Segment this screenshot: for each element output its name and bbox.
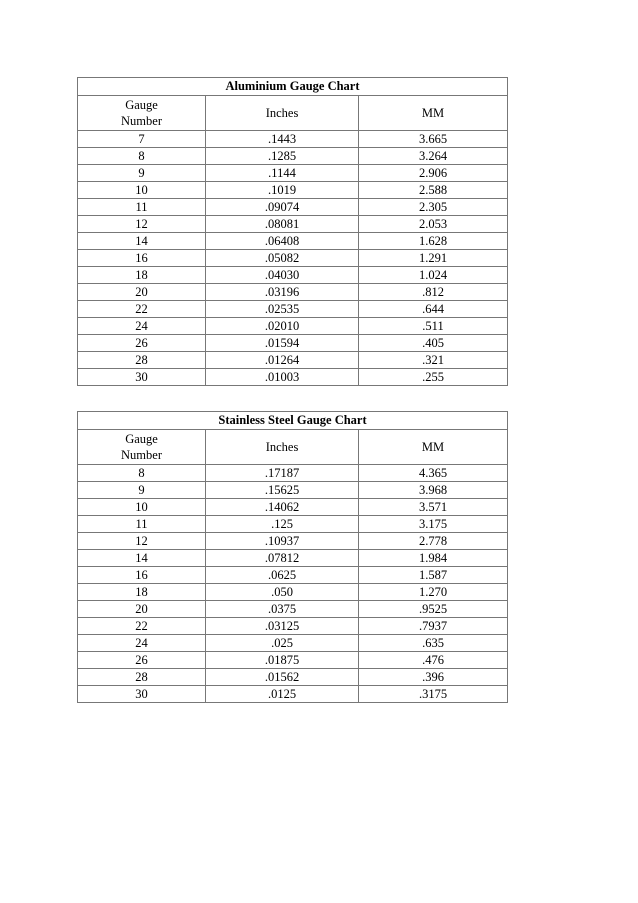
table-row xyxy=(78,584,508,601)
inches-cell: .08081 xyxy=(206,216,359,233)
mm-cell: 3.175 xyxy=(359,516,508,533)
table-row xyxy=(78,352,508,369)
column-header-mm: MM xyxy=(359,430,508,465)
gauge-cell: 20 xyxy=(78,284,206,301)
mm-cell: 2.053 xyxy=(359,216,508,233)
table-row xyxy=(78,369,508,386)
mm-cell: .635 xyxy=(359,635,508,652)
inches-cell: .025 xyxy=(206,635,359,652)
column-header-inches: Inches xyxy=(206,96,359,131)
inches-cell: .01264 xyxy=(206,352,359,369)
column-header-mm: MM xyxy=(359,96,508,131)
gauge-cell: 14 xyxy=(78,550,206,567)
gauge-cell: 26 xyxy=(78,335,206,352)
inches-cell: .03196 xyxy=(206,284,359,301)
gauge-cell: 26 xyxy=(78,652,206,669)
inches-cell: .1019 xyxy=(206,182,359,199)
table-row xyxy=(78,652,508,669)
table-row xyxy=(78,233,508,250)
inches-cell: .02010 xyxy=(206,318,359,335)
gauge-cell: 16 xyxy=(78,250,206,267)
gauge-cell: 12 xyxy=(78,533,206,550)
table-row xyxy=(78,335,508,352)
table-title-row xyxy=(78,78,508,96)
table-row xyxy=(78,182,508,199)
gauge-cell: 30 xyxy=(78,686,206,703)
mm-cell: 1.587 xyxy=(359,567,508,584)
inches-cell: .0375 xyxy=(206,601,359,618)
mm-cell: 2.305 xyxy=(359,199,508,216)
table-header-row xyxy=(78,96,508,131)
mm-cell: .812 xyxy=(359,284,508,301)
gauge-cell: 10 xyxy=(78,499,206,516)
mm-cell: .255 xyxy=(359,369,508,386)
inches-cell: .06408 xyxy=(206,233,359,250)
inches-cell: .01594 xyxy=(206,335,359,352)
table-row xyxy=(78,550,508,567)
column-header-inches: Inches xyxy=(206,430,359,465)
aluminium-table-body xyxy=(78,78,508,386)
mm-cell: 1.024 xyxy=(359,267,508,284)
gauge-cell: 22 xyxy=(78,301,206,318)
table-row xyxy=(78,284,508,301)
inches-cell: .125 xyxy=(206,516,359,533)
mm-cell: .9525 xyxy=(359,601,508,618)
inches-cell: .1443 xyxy=(206,131,359,148)
gauge-cell: 11 xyxy=(78,199,206,216)
gauge-header-line2: Number xyxy=(121,448,162,462)
inches-cell: .050 xyxy=(206,584,359,601)
table-row xyxy=(78,148,508,165)
inches-cell: .02535 xyxy=(206,301,359,318)
gauge-cell: 11 xyxy=(78,516,206,533)
inches-cell: .04030 xyxy=(206,267,359,284)
table-row xyxy=(78,250,508,267)
gauge-cell: 18 xyxy=(78,584,206,601)
table-row xyxy=(78,601,508,618)
gauge-cell: 8 xyxy=(78,465,206,482)
column-header-gauge-number xyxy=(78,96,206,131)
inches-cell: .01562 xyxy=(206,669,359,686)
mm-cell: 3.968 xyxy=(359,482,508,499)
inches-cell: .17187 xyxy=(206,465,359,482)
table-row xyxy=(78,669,508,686)
inches-cell: .01875 xyxy=(206,652,359,669)
table-row xyxy=(78,165,508,182)
table-row xyxy=(78,318,508,335)
table-row xyxy=(78,567,508,584)
stainless-table-body xyxy=(78,412,508,703)
table-row xyxy=(78,618,508,635)
gauge-cell: 20 xyxy=(78,601,206,618)
gauge-header-line1: Gauge xyxy=(125,432,158,446)
inches-cell: .1285 xyxy=(206,148,359,165)
inches-cell: .0125 xyxy=(206,686,359,703)
inches-cell: .0625 xyxy=(206,567,359,584)
table-row xyxy=(78,686,508,703)
gauge-cell: 9 xyxy=(78,482,206,499)
gauge-cell: 14 xyxy=(78,233,206,250)
gauge-cell: 24 xyxy=(78,635,206,652)
table-row xyxy=(78,216,508,233)
inches-cell: .14062 xyxy=(206,499,359,516)
gauge-cell: 18 xyxy=(78,267,206,284)
gauge-cell: 22 xyxy=(78,618,206,635)
mm-cell: 2.588 xyxy=(359,182,508,199)
table-row xyxy=(78,516,508,533)
table-title: Aluminium Gauge Chart xyxy=(78,78,508,96)
table-row xyxy=(78,499,508,516)
mm-cell: 1.291 xyxy=(359,250,508,267)
inches-cell: .01003 xyxy=(206,369,359,386)
mm-cell: .476 xyxy=(359,652,508,669)
table-header-row xyxy=(78,430,508,465)
mm-cell: .396 xyxy=(359,669,508,686)
mm-cell: 1.270 xyxy=(359,584,508,601)
table-row xyxy=(78,301,508,318)
table-title: Stainless Steel Gauge Chart xyxy=(78,412,508,430)
inches-cell: .07812 xyxy=(206,550,359,567)
mm-cell: .511 xyxy=(359,318,508,335)
gauge-cell: 16 xyxy=(78,567,206,584)
inches-cell: .03125 xyxy=(206,618,359,635)
mm-cell: .7937 xyxy=(359,618,508,635)
mm-cell: .3175 xyxy=(359,686,508,703)
inches-cell: .15625 xyxy=(206,482,359,499)
table-row xyxy=(78,267,508,284)
mm-cell: 3.264 xyxy=(359,148,508,165)
table-row xyxy=(78,465,508,482)
mm-cell: 2.906 xyxy=(359,165,508,182)
gauge-header-line2: Number xyxy=(121,114,162,128)
gauge-cell: 24 xyxy=(78,318,206,335)
gauge-header-line1: Gauge xyxy=(125,98,158,112)
table-row xyxy=(78,199,508,216)
mm-cell: .644 xyxy=(359,301,508,318)
gauge-cell: 9 xyxy=(78,165,206,182)
mm-cell: 3.665 xyxy=(359,131,508,148)
gauge-cell: 30 xyxy=(78,369,206,386)
gauge-cell: 12 xyxy=(78,216,206,233)
table-title-row xyxy=(78,412,508,430)
table-row xyxy=(78,131,508,148)
gauge-cell: 8 xyxy=(78,148,206,165)
gauge-cell: 10 xyxy=(78,182,206,199)
stainless-steel-gauge-table xyxy=(77,411,508,703)
inches-cell: .09074 xyxy=(206,199,359,216)
gauge-cell: 28 xyxy=(78,669,206,686)
column-header-gauge-number xyxy=(78,430,206,465)
mm-cell: 2.778 xyxy=(359,533,508,550)
gauge-cell: 7 xyxy=(78,131,206,148)
table-row xyxy=(78,533,508,550)
table-row xyxy=(78,635,508,652)
mm-cell: 4.365 xyxy=(359,465,508,482)
mm-cell: 1.628 xyxy=(359,233,508,250)
inches-cell: .1144 xyxy=(206,165,359,182)
gauge-cell: 28 xyxy=(78,352,206,369)
table-row xyxy=(78,482,508,499)
inches-cell: .10937 xyxy=(206,533,359,550)
mm-cell: 1.984 xyxy=(359,550,508,567)
aluminium-gauge-table xyxy=(77,77,508,386)
inches-cell: .05082 xyxy=(206,250,359,267)
mm-cell: .405 xyxy=(359,335,508,352)
mm-cell: .321 xyxy=(359,352,508,369)
mm-cell: 3.571 xyxy=(359,499,508,516)
